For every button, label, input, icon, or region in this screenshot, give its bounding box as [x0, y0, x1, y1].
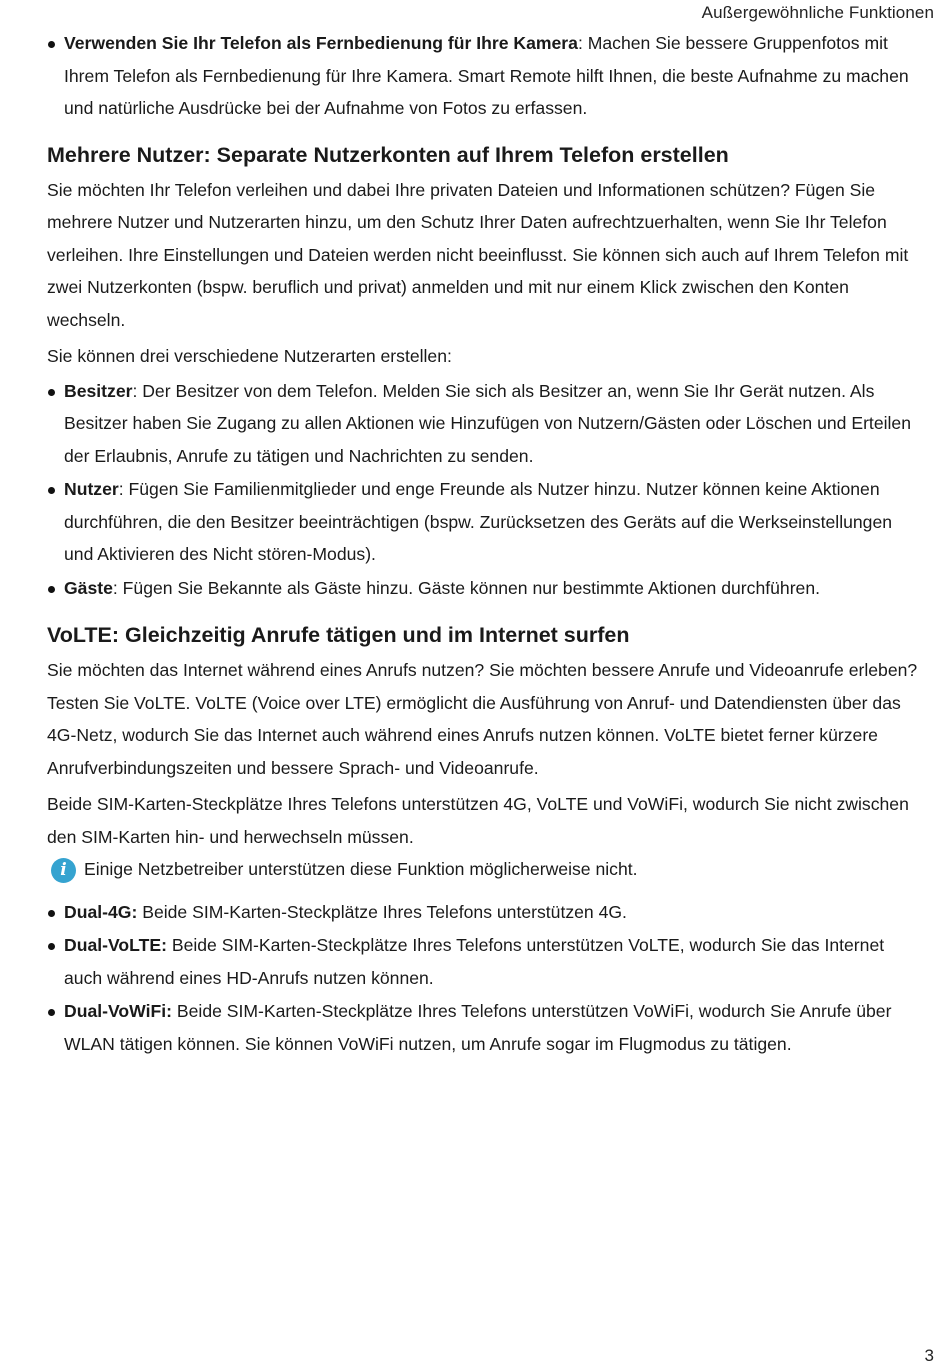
list-item — [47, 375, 922, 473]
list-item — [47, 27, 922, 125]
bullet-text: : Fügen Sie Bekannte als Gäste hinzu. Gäste können nur bestimmte Aktionen durchführen. — [112, 577, 821, 598]
paragraph: Sie möchten Ihr Telefon verleihen und dabei Ihre privaten Dateien und Informationen schützen? Fügen Sie mehrere Nutzer und Nutzerarten hinzu, um den Schutz Ihrer Daten aufrechtzuerhalten, wenn Sie Ihr Telefon verleihen. Ihre Einstellungen und Dateien werden nicht beeinflusst. Sie können sich auch auf Ihrem Telefon mit zwei Nutzerkonten (bspw. beruflich und privat) anmelden und mit nur einem Klick zwischen den Konten wechseln. — [47, 179, 909, 330]
note-box — [47, 853, 922, 886]
page-content — [47, 27, 922, 1061]
bullet-text: Beide SIM-Karten-Steckplätze Ihres Telefons unterstützen VoWiFi, wodurch Sie Anrufe über WLAN tätigen können. Sie können VoWiFi nutzen, um Anrufe sogar im Flugmodus zu tätigen. — [64, 1001, 892, 1054]
bullet-term: Dual-VoWiFi: — [64, 1001, 172, 1021]
list-item — [47, 995, 922, 1060]
bullet-text: : Der Besitzer von dem Telefon. Melden Sie sich als Besitzer an, wenn Sie Ihr Gerät nutzen. Als Besitzer haben Sie Zugang zu allen Aktionen wie Hinzufügen von Nutzern/Gästen oder Löschen und Erteilen der Erlaubnis, Anrufe zu tätigen und Nachrichten zu senden. — [64, 380, 911, 466]
bullet-term: Verwenden Sie Ihr Telefon als Fernbedienung für Ihre Kamera — [64, 33, 578, 53]
list-item — [47, 929, 922, 994]
info-icon: i — [51, 858, 76, 883]
section-heading-multi-user: Mehrere Nutzer: Separate Nutzerkonten auf Ihrem Telefon erstellen — [47, 142, 729, 167]
bullet-text: : Machen Sie bessere Gruppenfotos mit Ihrem Telefon als Fernbedienung für Ihre Kamera. Smart Remote hilft Ihnen, die beste Aufnahme zu machen und natürliche Ausdrücke bei der Aufnahme von Fotos zu erfassen. — [64, 33, 909, 118]
page-number: 3 — [924, 1346, 934, 1365]
bullet-term: Nutzer — [64, 479, 119, 499]
bullet-text: Beide SIM-Karten-Steckplätze Ihres Telefons unterstützen 4G. — [137, 901, 627, 922]
bullet-text: : Fügen Sie Familienmitglieder und enge Freunde als Nutzer hinzu. Nutzer können keine Aktionen durchführen, die den Besitzer beeinträchtigen (bspw. Zurücksetzen des Geräts auf die Werkseinstellungen und Aktivieren des Nicht stören-Modus). — [64, 479, 893, 564]
note-text: Einige Netzbetreiber unterstützen diese Funktion möglicherweise nicht. — [84, 859, 638, 879]
page-header-section-title: Außergewöhnliche Funktionen — [701, 3, 934, 22]
paragraph: Beide SIM-Karten-Steckplätze Ihres Telefons unterstützen 4G, VoLTE und VoWiFi, wodurch Sie nicht zwischen den SIM-Karten hin- und herwechseln müssen. — [47, 794, 909, 847]
bullet-text: Beide SIM-Karten-Steckplätze Ihres Telefons unterstützen VoLTE, wodurch Sie das Internet auch während eines HD-Anrufs nutzen können. — [64, 935, 885, 988]
paragraph: Sie möchten das Internet während eines Anrufs nutzen? Sie möchten bessere Anrufe und Videoanrufe erleben? Testen Sie VoLTE. VoLTE (Voice over LTE) ermöglicht die Ausführung von Anruf- und Datendiensten über das 4G-Netz, wodurch Sie das Internet auch während eines Anrufs nutzen können. VoLTE bietet ferner kürzere Anrufverbindungszeiten und bessere Sprach- und Videoanrufe. — [47, 660, 918, 778]
bullet-term: Gäste — [64, 577, 113, 598]
user-types-list — [47, 375, 922, 605]
paragraph: Sie können drei verschiedene Nutzerarten erstellen: — [47, 346, 452, 366]
section-heading-volte: VoLTE: Gleichzeitig Anrufe tätigen und im Internet surfen — [47, 623, 630, 647]
intro-bullet-list — [47, 27, 922, 125]
list-item — [47, 572, 922, 605]
volte-feature-list — [47, 896, 922, 1061]
list-item — [47, 896, 922, 929]
bullet-term: Dual-4G: — [64, 901, 138, 922]
bullet-term: Besitzer — [64, 380, 133, 401]
list-item — [47, 473, 922, 571]
bullet-term: Dual-VoLTE: — [64, 935, 167, 955]
